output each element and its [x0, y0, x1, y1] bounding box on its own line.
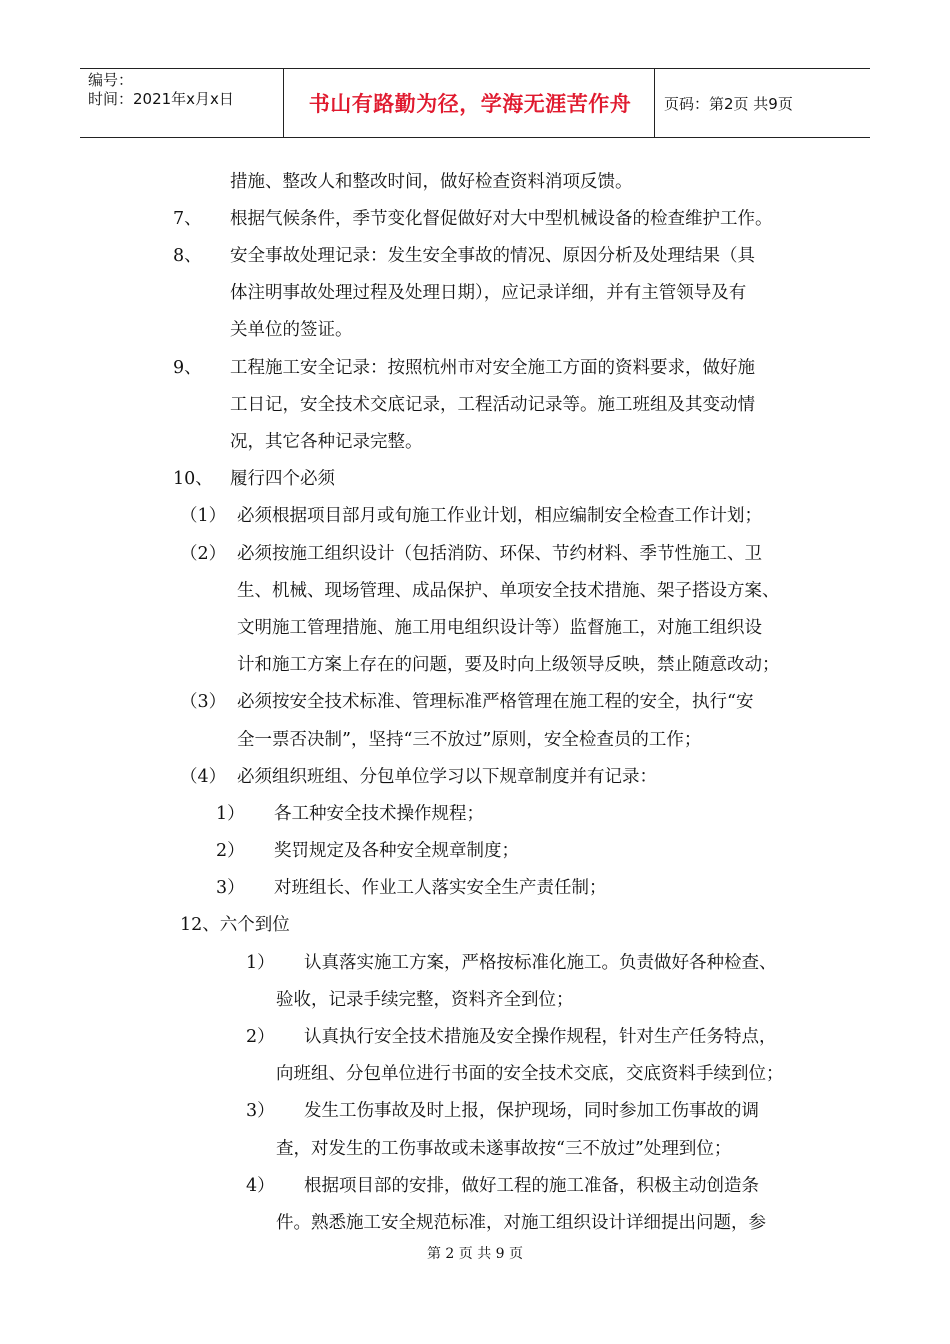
body-line: 发生工伤事故及时上报，保护现场，同时参加工伤事故的调	[304, 1101, 759, 1121]
header-page-number: 页码：第2页 共9页	[664, 94, 793, 113]
section-heading: 12、六个到位	[180, 915, 290, 935]
header-divider	[283, 69, 284, 137]
body-line: 认真落实施工方案，严格按标准化施工。负责做好各种检查、	[304, 953, 777, 973]
body-line: 奖罚规定及各种安全规章制度；	[274, 841, 519, 861]
item-number: 3）	[216, 878, 245, 898]
page-footer: 第 2 页 共 9 页	[426, 1246, 524, 1262]
body-line: 向班组、分包单位进行书面的安全技术交底，交底资料手续到位；	[276, 1064, 784, 1084]
item-number: （1）	[180, 506, 227, 526]
body-line: 根据气候条件，季节变化督促做好对大中型机械设备的检查维护工作。	[230, 209, 773, 229]
body-line: 履行四个必须	[230, 469, 335, 489]
item-number: 10、	[173, 469, 213, 489]
document-header	[80, 68, 870, 138]
header-meta	[88, 71, 284, 109]
body-line: 必须按施工组织设计（包括消防、环保、节约材料、季节性施工、卫	[237, 544, 762, 564]
header-motto: 书山有路勤为径，学海无涯苦作舟	[308, 92, 632, 116]
item-number: 8、	[173, 246, 202, 266]
body-line: 关单位的签证。	[230, 320, 353, 340]
header-divider	[654, 69, 655, 137]
item-number: 4）	[246, 1176, 275, 1196]
body-line: 安全事故处理记录：发生安全事故的情况、原因分析及处理结果（具	[230, 246, 755, 266]
body-line: 查，对发生的工伤事故或未遂事故按“三不放过”处理到位；	[276, 1139, 732, 1159]
body-line: 体注明事故处理过程及处理日期），应记录详细，并有主管领导及有	[230, 283, 747, 303]
body-line: 件。熟悉施工安全规范标准，对施工组织设计详细提出问题，参	[276, 1213, 766, 1233]
item-number: 3）	[246, 1101, 275, 1121]
body-line: 况，其它各种记录完整。	[230, 432, 423, 452]
body-line: 对班组长、作业工人落实安全生产责任制；	[274, 878, 607, 898]
body-line: 必须根据项目部月或旬施工作业计划，相应编制安全检查工作计划；	[237, 506, 762, 526]
body-line: 根据项目部的安排，做好工程的施工准备，积极主动创造条	[304, 1176, 759, 1196]
time-label: 时间：2021年x月x日	[88, 90, 234, 108]
body-line: 必须按安全技术标准、管理标准严格管理在施工程的安全，执行“安	[237, 692, 754, 712]
code-label: 编号：	[88, 71, 134, 89]
item-number: 2）	[246, 1027, 275, 1047]
body-line: 文明施工管理措施、施工用电组织设计等）监督施工，对施工组织设	[237, 618, 762, 638]
item-number: （2）	[180, 544, 227, 564]
body-line: 全一票否决制”，坚持“三不放过”原则，安全检查员的工作；	[237, 730, 702, 750]
item-number: 1）	[216, 804, 245, 824]
item-number: 1）	[246, 953, 275, 973]
item-number: （4）	[180, 767, 227, 787]
body-line: 验收，记录手续完整，资料齐全到位；	[276, 990, 574, 1010]
body-line: 工程施工安全记录：按照杭州市对安全施工方面的资料要求，做好施	[230, 358, 755, 378]
body-line: 认真执行安全技术措施及安全操作规程，针对生产任务特点，	[304, 1027, 777, 1047]
body-line: 必须组织班组、分包单位学习以下规章制度并有记录：	[237, 767, 657, 787]
body-line: 各工种安全技术操作规程；	[274, 804, 484, 824]
body-line: 生、机械、现场管理、成品保护、单项安全技术措施、架子搭设方案、	[237, 581, 780, 601]
item-number: 7、	[173, 209, 202, 229]
body-line: 工日记，安全技术交底记录，工程活动记录等。施工班组及其变动情	[230, 395, 755, 415]
body-line: 措施、整改人和整改时间，做好检查资料消项反馈。	[230, 172, 633, 192]
item-number: 2）	[216, 841, 245, 861]
body-line: 计和施工方案上存在的问题，要及时向上级领导反映，禁止随意改动；	[237, 655, 780, 675]
item-number: （3）	[180, 692, 227, 712]
item-number: 9、	[173, 358, 202, 378]
